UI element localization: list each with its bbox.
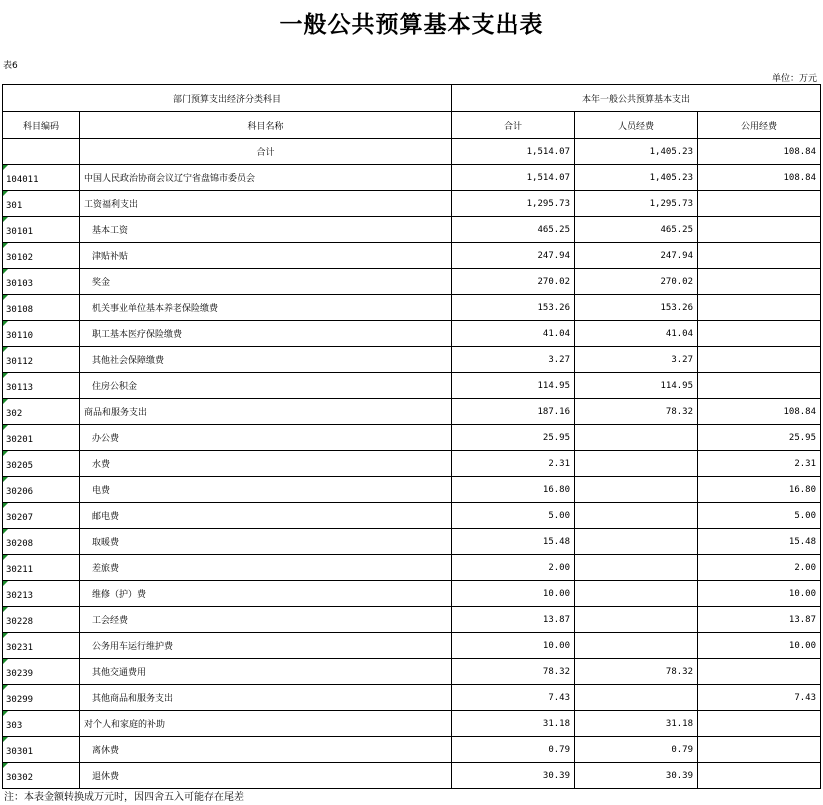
header-total: 合计 [452, 112, 575, 139]
cell-personnel: 41.04 [575, 321, 698, 347]
cell-public [698, 373, 821, 399]
cell-public: 108.84 [698, 139, 821, 165]
cell-total: 2.31 [452, 451, 575, 477]
page-title: 一般公共预算基本支出表 [279, 11, 544, 38]
cell-personnel [575, 685, 698, 711]
table-row [3, 503, 821, 529]
cell-code [3, 373, 80, 399]
cell-public: 13.87 [698, 607, 821, 633]
cell-personnel [575, 451, 698, 477]
table-row [3, 191, 821, 217]
cell-personnel: 247.94 [575, 243, 698, 269]
cell-public: 108.84 [698, 165, 821, 191]
cell-name: 工会经费 [80, 607, 452, 633]
cell-code [3, 347, 80, 373]
cell-personnel [575, 581, 698, 607]
code-text: 30113 [6, 382, 34, 393]
cell-personnel [575, 555, 698, 581]
code-text: 30206 [6, 486, 34, 497]
table-row [3, 399, 821, 425]
cell-personnel [575, 529, 698, 555]
cell-public [698, 243, 821, 269]
table-row [3, 295, 821, 321]
cell-name: 其他商品和服务支出 [80, 685, 452, 711]
code-text: 303 [6, 720, 23, 731]
code-text: 30299 [6, 694, 34, 705]
cell-name: 基本工资 [80, 217, 452, 243]
cell-code [3, 529, 80, 555]
cell-name: 邮电费 [80, 503, 452, 529]
cell-total: 3.27 [452, 347, 575, 373]
cell-code [3, 269, 80, 295]
table-row [3, 139, 821, 165]
cell-public [698, 659, 821, 685]
cell-public: 16.80 [698, 477, 821, 503]
table-row [3, 321, 821, 347]
table-row [3, 373, 821, 399]
cell-personnel: 270.02 [575, 269, 698, 295]
code-text: 30112 [6, 356, 34, 367]
cell-total: 247.94 [452, 243, 575, 269]
header-column-row [3, 112, 821, 139]
cell-total: 10.00 [452, 581, 575, 607]
cell-name: 取暖费 [80, 529, 452, 555]
code-text: 30228 [6, 616, 34, 627]
cell-name: 其他社会保障缴费 [80, 347, 452, 373]
table-row [3, 347, 821, 373]
cell-name: 中国人民政治协商会议辽宁省盘锦市委员会 [80, 165, 452, 191]
code-text: 30302 [6, 772, 34, 783]
table-row [3, 165, 821, 191]
cell-personnel: 153.26 [575, 295, 698, 321]
table-row [3, 659, 821, 685]
cell-public: 7.43 [698, 685, 821, 711]
code-text: 30102 [6, 252, 34, 263]
cell-personnel: 0.79 [575, 737, 698, 763]
cell-public [698, 321, 821, 347]
cell-personnel [575, 503, 698, 529]
table-row [3, 269, 821, 295]
cell-code [3, 685, 80, 711]
cell-public: 10.00 [698, 581, 821, 607]
header-personnel: 人员经费 [575, 112, 698, 139]
cell-public [698, 347, 821, 373]
cell-public: 5.00 [698, 503, 821, 529]
cell-total: 16.80 [452, 477, 575, 503]
cell-name: 公务用车运行维护费 [80, 633, 452, 659]
table-row [3, 529, 821, 555]
cell-name: 工资福利支出 [80, 191, 452, 217]
table-row [3, 555, 821, 581]
cell-name: 对个人和家庭的补助 [80, 711, 452, 737]
cell-total: 7.43 [452, 685, 575, 711]
cell-name: 机关事业单位基本养老保险缴费 [80, 295, 452, 321]
code-text: 30207 [6, 512, 34, 523]
cell-code [3, 633, 80, 659]
cell-total: 0.79 [452, 737, 575, 763]
cell-name: 办公费 [80, 425, 452, 451]
footnote: 注：本表金额转换成万元时，因四舍五入可能存在尾差 [4, 792, 244, 803]
header-group-row [3, 85, 821, 112]
cell-code [3, 191, 80, 217]
cell-public [698, 763, 821, 789]
cell-personnel: 1,405.23 [575, 139, 698, 165]
cell-personnel: 31.18 [575, 711, 698, 737]
cell-public [698, 295, 821, 321]
cell-name: 退休费 [80, 763, 452, 789]
table-row [3, 737, 821, 763]
code-text: 301 [6, 200, 23, 211]
cell-total: 30.39 [452, 763, 575, 789]
cell-public: 10.00 [698, 633, 821, 659]
cell-code [3, 321, 80, 347]
cell-code [3, 607, 80, 633]
cell-name: 商品和服务支出 [80, 399, 452, 425]
code-text: 30301 [6, 746, 34, 757]
cell-total: 2.00 [452, 555, 575, 581]
code-text: 30213 [6, 590, 34, 601]
cell-total: 1,514.07 [452, 139, 575, 165]
cell-total: 10.00 [452, 633, 575, 659]
cell-personnel: 465.25 [575, 217, 698, 243]
header-name: 科目名称 [80, 112, 452, 139]
table-row [3, 607, 821, 633]
cell-total: 13.87 [452, 607, 575, 633]
cell-public: 25.95 [698, 425, 821, 451]
code-text: 30201 [6, 434, 34, 445]
cell-personnel: 30.39 [575, 763, 698, 789]
cell-public [698, 269, 821, 295]
cell-name: 维修（护）费 [80, 581, 452, 607]
cell-public: 15.48 [698, 529, 821, 555]
cell-total: 1,514.07 [452, 165, 575, 191]
cell-name: 住房公积金 [80, 373, 452, 399]
cell-public [698, 191, 821, 217]
code-text: 30231 [6, 642, 34, 653]
cell-code [3, 503, 80, 529]
table-row [3, 217, 821, 243]
cell-public: 108.84 [698, 399, 821, 425]
table-row [3, 581, 821, 607]
cell-name: 职工基本医疗保险缴费 [80, 321, 452, 347]
cell-name: 奖金 [80, 269, 452, 295]
cell-personnel: 114.95 [575, 373, 698, 399]
cell-total: 187.16 [452, 399, 575, 425]
cell-total: 5.00 [452, 503, 575, 529]
cell-name: 其他交通费用 [80, 659, 452, 685]
cell-code [3, 451, 80, 477]
cell-total: 1,295.73 [452, 191, 575, 217]
cell-code [3, 477, 80, 503]
table-row [3, 633, 821, 659]
code-text: 30108 [6, 304, 34, 315]
table-number: 表6 [3, 61, 18, 71]
cell-code [3, 217, 80, 243]
cell-code [3, 139, 80, 165]
code-text: 302 [6, 408, 23, 419]
code-text: 104011 [6, 174, 39, 185]
cell-personnel [575, 633, 698, 659]
header-code: 科目编码 [3, 112, 80, 139]
cell-total: 114.95 [452, 373, 575, 399]
cell-code [3, 581, 80, 607]
cell-public [698, 737, 821, 763]
cell-personnel [575, 425, 698, 451]
cell-personnel [575, 607, 698, 633]
table-row [3, 711, 821, 737]
cell-code [3, 295, 80, 321]
header-public: 公用经费 [698, 112, 821, 139]
header-group-left: 部门预算支出经济分类科目 [3, 85, 452, 112]
cell-personnel: 78.32 [575, 659, 698, 685]
cell-total: 15.48 [452, 529, 575, 555]
code-text: 30208 [6, 538, 34, 549]
table-row [3, 425, 821, 451]
cell-code [3, 165, 80, 191]
table-row [3, 477, 821, 503]
cell-public: 2.00 [698, 555, 821, 581]
table-row [3, 763, 821, 789]
cell-personnel: 78.32 [575, 399, 698, 425]
cell-personnel: 1,295.73 [575, 191, 698, 217]
table-row [3, 451, 821, 477]
cell-total: 270.02 [452, 269, 575, 295]
cell-code [3, 399, 80, 425]
cell-name: 离休费 [80, 737, 452, 763]
code-text: 30205 [6, 460, 34, 471]
cell-code [3, 737, 80, 763]
cell-personnel [575, 477, 698, 503]
cell-total: 78.32 [452, 659, 575, 685]
code-text: 30101 [6, 226, 34, 237]
cell-name: 差旅费 [80, 555, 452, 581]
cell-total: 465.25 [452, 217, 575, 243]
cell-code [3, 659, 80, 685]
cell-public [698, 217, 821, 243]
cell-name: 电费 [80, 477, 452, 503]
cell-code [3, 711, 80, 737]
cell-code [3, 425, 80, 451]
cell-public [698, 711, 821, 737]
cell-total: 41.04 [452, 321, 575, 347]
code-text: 30239 [6, 668, 34, 679]
cell-name: 津贴补贴 [80, 243, 452, 269]
code-text: 30110 [6, 330, 34, 341]
cell-total: 31.18 [452, 711, 575, 737]
cell-name: 水费 [80, 451, 452, 477]
code-text: 30211 [6, 564, 34, 575]
cell-code [3, 763, 80, 789]
cell-personnel: 3.27 [575, 347, 698, 373]
cell-code [3, 555, 80, 581]
table-row [3, 243, 821, 269]
cell-personnel: 1,405.23 [575, 165, 698, 191]
budget-table [2, 84, 821, 789]
unit-label: 单位：万元 [771, 74, 817, 84]
code-text: 30103 [6, 278, 34, 289]
cell-name: 合计 [80, 139, 452, 165]
table-row [3, 685, 821, 711]
header-group-right: 本年一般公共预算基本支出 [452, 85, 821, 112]
cell-public: 2.31 [698, 451, 821, 477]
cell-code [3, 243, 80, 269]
cell-total: 153.26 [452, 295, 575, 321]
cell-total: 25.95 [452, 425, 575, 451]
